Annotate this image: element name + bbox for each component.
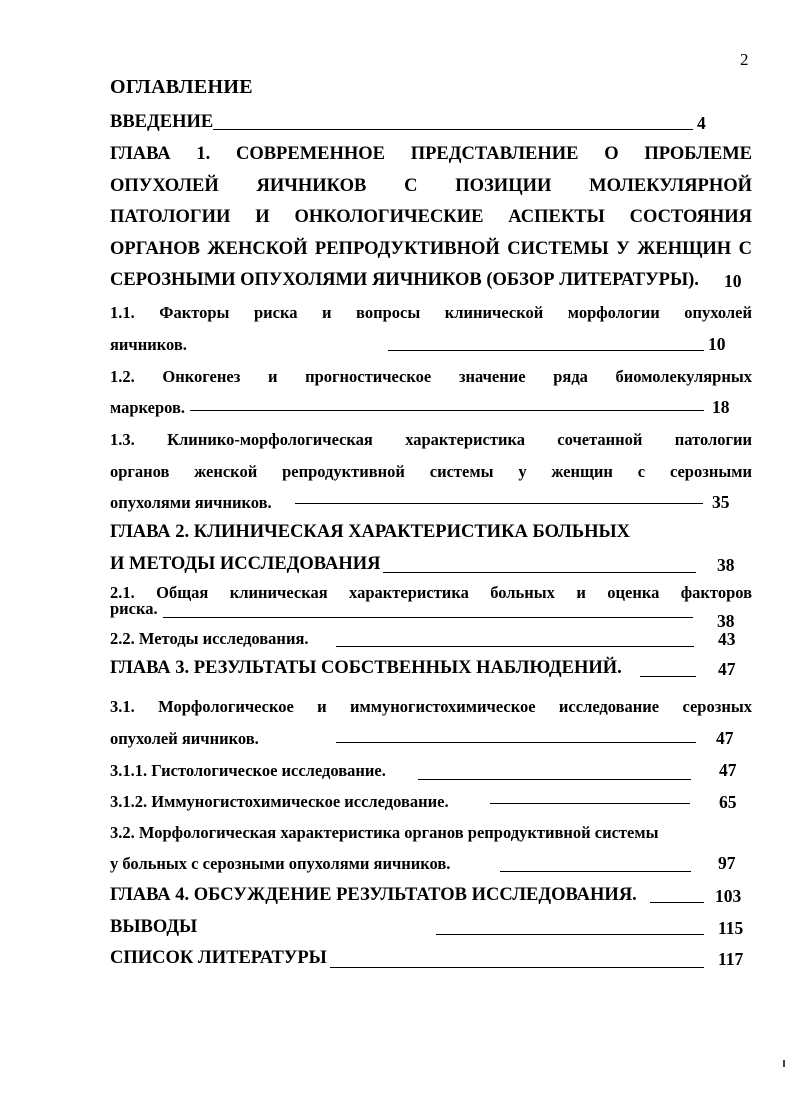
toc-page-3-1-1: 47 xyxy=(719,760,737,780)
toc-entry-3-1-cont[interactable]: опухолей яичников. xyxy=(110,729,259,748)
leader-line xyxy=(388,350,704,351)
toc-entry-ch4[interactable]: ГЛАВА 4. ОБСУЖДЕНИЕ РЕЗУЛЬТАТОВ ИССЛЕДОВАНИЯ. xyxy=(110,885,637,905)
toc-entry-3-2-cont[interactable]: у больных с серозными опухолями яичников. xyxy=(110,854,451,873)
toc-entry-1-3-cont[interactable]: органов женской репродуктивной системы у женщин с серозными xyxy=(110,462,752,481)
toc-entry-1-2[interactable]: 1.2. Онкогенез и прогностическое значение ряда биомолекулярных xyxy=(110,367,752,386)
toc-page-ch1: 10 xyxy=(724,271,742,291)
leader-line xyxy=(336,742,696,743)
toc-entry-1-1[interactable]: 1.1. Факторы риска и вопросы клинической морфологии опухолей xyxy=(110,303,752,322)
toc-entry-3-1[interactable]: 3.1. Морфологическое и иммуногистохимическое исследование серозных xyxy=(110,697,752,716)
toc-entry-3-1-1[interactable]: 3.1.1. Гистологическое исследование. xyxy=(110,761,386,780)
leader-line xyxy=(330,967,704,968)
toc-entry-3-1-2[interactable]: 3.1.2. Иммуногистохимическое исследование. xyxy=(110,792,449,811)
toc-page-conclusions: 115 xyxy=(718,918,744,938)
toc-page-3-2: 97 xyxy=(718,853,736,873)
toc-entry-intro[interactable]: ВВЕДЕНИЕ xyxy=(110,112,214,132)
leader-line xyxy=(295,503,703,504)
scan-mark xyxy=(783,1060,785,1067)
page-title: ОГЛАВЛЕНИЕ xyxy=(110,76,253,98)
leader-line xyxy=(213,129,693,130)
leader-line xyxy=(436,934,704,935)
toc-entry-1-3[interactable]: 1.3. Клинико-морфологическая характеристика сочетанной патологии xyxy=(110,430,752,449)
toc-entry-ch1-line[interactable]: ОРГАНОВ ЖЕНСКОЙ РЕПРОДУКТИВНОЙ СИСТЕМЫ У ЖЕНЩИН С xyxy=(110,239,752,259)
leader-line xyxy=(500,871,691,872)
toc-page-1-2: 18 xyxy=(712,397,730,417)
toc-entry-conclusions[interactable]: ВЫВОДЫ xyxy=(110,917,198,937)
toc-page-2-1: 38 xyxy=(717,611,735,631)
toc-page-3-1: 47 xyxy=(716,728,734,748)
toc-entry-ch1-line[interactable]: ОПУХОЛЕЙ ЯИЧНИКОВ С ПОЗИЦИИ МОЛЕКУЛЯРНОЙ xyxy=(110,176,752,196)
leader-line xyxy=(418,779,691,780)
toc-entry-2-1[interactable]: 2.1. Общая клиническая характеристика больных и оценка факторов xyxy=(110,583,752,602)
toc-entry-1-3-cont[interactable]: опухолями яичников. xyxy=(110,493,272,512)
toc-entry-ch3[interactable]: ГЛАВА 3. РЕЗУЛЬТАТЫ СОБСТВЕННЫХ НАБЛЮДЕНИЙ. xyxy=(110,658,622,678)
toc-entry-ch1-line[interactable]: ГЛАВА 1. СОВРЕМЕННОЕ ПРЕДСТАВЛЕНИЕ О ПРОБЛЕМЕ xyxy=(110,144,752,164)
toc-entry-ch2-cont[interactable]: И МЕТОДЫ ИССЛЕДОВАНИЯ xyxy=(110,554,381,574)
toc-entry-ch1-line[interactable]: ПАТОЛОГИИ И ОНКОЛОГИЧЕСКИЕ АСПЕКТЫ СОСТОЯНИЯ xyxy=(110,207,752,227)
leader-line xyxy=(490,803,690,804)
leader-line xyxy=(336,646,694,647)
toc-page-2-2: 43 xyxy=(718,629,736,649)
toc-entry-1-2-cont[interactable]: маркеров. xyxy=(110,398,186,417)
toc-entry-ch2[interactable]: ГЛАВА 2. КЛИНИЧЕСКАЯ ХАРАКТЕРИСТИКА БОЛЬНЫХ xyxy=(110,522,630,542)
toc-page-1-1: 10 xyxy=(708,334,726,354)
toc-entry-1-1-cont[interactable]: яичников. xyxy=(110,335,187,354)
toc-entry-2-1-cont[interactable]: риска. xyxy=(110,599,158,618)
leader-line xyxy=(190,410,704,411)
toc-page-3-1-2: 65 xyxy=(719,792,737,812)
toc-page-ch3: 47 xyxy=(718,659,736,679)
toc-page-ch4: 103 xyxy=(715,886,742,906)
toc-entry-3-2[interactable]: 3.2. Морфологическая характеристика органов репродуктивной системы xyxy=(110,823,659,842)
toc-page-1-3: 35 xyxy=(712,492,730,512)
page-number: 2 xyxy=(740,50,749,69)
toc-page-ch2: 38 xyxy=(717,555,735,575)
leader-line xyxy=(640,676,696,677)
toc-entry-ch1-line[interactable]: СЕРОЗНЫМИ ОПУХОЛЯМИ ЯИЧНИКОВ (ОБЗОР ЛИТЕРАТУРЫ). xyxy=(110,270,699,290)
toc-entry-references[interactable]: СПИСОК ЛИТЕРАТУРЫ xyxy=(110,948,327,968)
toc-page-intro: 4 xyxy=(697,113,706,133)
toc-page-references: 117 xyxy=(718,949,744,969)
leader-line xyxy=(383,572,696,573)
toc-entry-2-2[interactable]: 2.2. Методы исследования. xyxy=(110,629,309,648)
leader-line xyxy=(650,902,704,903)
leader-line xyxy=(163,617,693,618)
